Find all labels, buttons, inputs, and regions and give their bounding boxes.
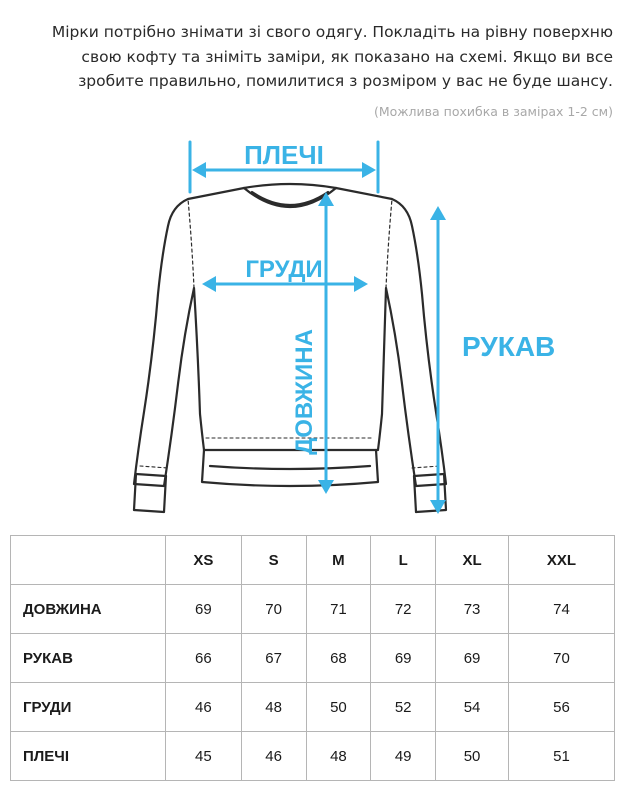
table-cell: 46 <box>166 683 242 732</box>
size-header-xs: XS <box>166 536 242 585</box>
table-cell: 69 <box>371 634 436 683</box>
table-row-shoulders <box>11 732 615 781</box>
table-cell: 51 <box>509 732 615 781</box>
table-cell: 71 <box>306 585 371 634</box>
table-cell: 48 <box>306 732 371 781</box>
table-cell: 54 <box>436 683 509 732</box>
size-header-m: M <box>306 536 371 585</box>
shoulders-label: ПЛЕЧІ <box>244 140 324 170</box>
table-cell: 45 <box>166 732 242 781</box>
table-row-chest <box>11 683 615 732</box>
table-cell: 46 <box>241 732 306 781</box>
size-header-xl: XL <box>436 536 509 585</box>
size-header-l: L <box>371 536 436 585</box>
instructions-line-2: свою кофту та зніміть заміри, як показано на схемі. Якщо ви все <box>81 47 613 66</box>
table-cell: 67 <box>241 634 306 683</box>
table-cell: 52 <box>371 683 436 732</box>
table-cell: 50 <box>306 683 371 732</box>
table-cell: 66 <box>166 634 242 683</box>
table-cell: 73 <box>436 585 509 634</box>
instructions-line-3: зробите правильно, помилитися з розміром у вас не буде шансу. <box>78 72 613 90</box>
table-cell: 68 <box>306 634 371 683</box>
row-label-chest: ГРУДИ <box>11 683 166 732</box>
size-chart-table <box>10 535 615 781</box>
table-cell: 56 <box>509 683 615 732</box>
table-row-length <box>11 585 615 634</box>
table-cell: 69 <box>166 585 242 634</box>
instructions-text <box>13 20 613 94</box>
table-row-sleeve <box>11 634 615 683</box>
sleeve-label: РУКАВ <box>462 331 556 362</box>
table-cell: 49 <box>371 732 436 781</box>
table-cell: 72 <box>371 585 436 634</box>
table-cell: 74 <box>509 585 615 634</box>
sweatshirt-outline <box>134 184 446 512</box>
measurement-error-note: (Можлива похибка в замірах 1-2 см) <box>373 104 613 119</box>
length-label: ДОВЖИНА <box>291 329 318 455</box>
table-cell: 48 <box>241 683 306 732</box>
row-label-shoulders: ПЛЕЧІ <box>11 732 166 781</box>
row-label-length: ДОВЖИНА <box>11 585 166 634</box>
instructions-line-1: Мірки потрібно знімати зі свого одягу. Покладіть на рівну поверхню <box>51 23 613 41</box>
table-corner-cell <box>11 536 166 585</box>
table-cell: 69 <box>436 634 509 683</box>
size-header-row <box>11 536 615 585</box>
row-label-sleeve: РУКАВ <box>11 634 166 683</box>
table-cell: 70 <box>241 585 306 634</box>
size-header-s: S <box>241 536 306 585</box>
table-cell: 50 <box>436 732 509 781</box>
chest-label: ГРУДИ <box>245 256 323 283</box>
size-header-xxl: XXL <box>509 536 615 585</box>
sweatshirt-measurement-diagram <box>120 134 556 524</box>
table-cell: 70 <box>509 634 615 683</box>
